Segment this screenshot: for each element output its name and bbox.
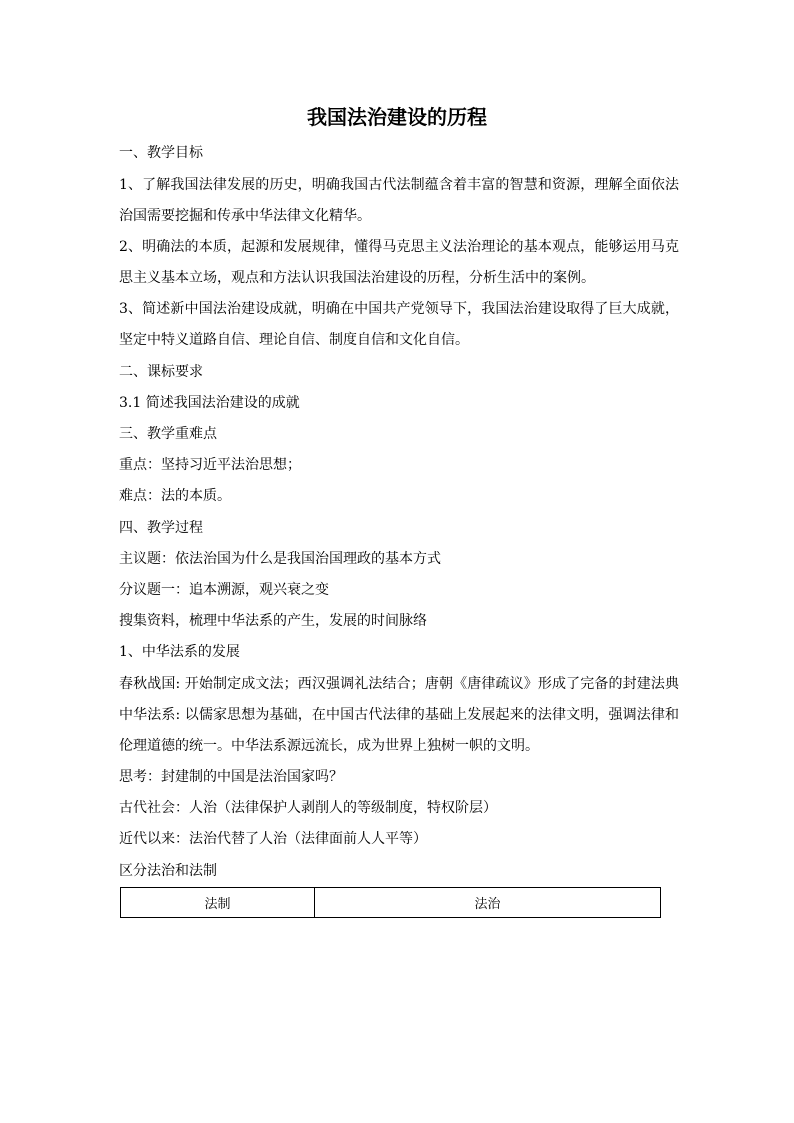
document-title: 我国法治建设的历程 — [307, 105, 487, 129]
objective-3-line-2: 坚定中特义道路自信、理论自信、制度自信和文化自信。 — [119, 332, 469, 348]
objective-2-line-1: 2、明确法的本质，起源和发展规律，懂得马克思主义法治理论的基本观点，能够运用马克 — [119, 239, 679, 255]
subsection-heading-development: 1、中华法系的发展 — [119, 644, 240, 660]
development-line-2: 中华法系: 以儒家思想为基础，在中国古代法律的基础上发展起来的法律文明，强调法律和 — [119, 707, 679, 723]
table-header-cell-fazhi-system: 法制 — [121, 888, 315, 918]
comparison-table — [120, 887, 661, 918]
objective-2-line-2: 思主义基本立场，观点和方法认识我国法治建设的历程，分析生活中的案例。 — [119, 270, 595, 286]
standard-item: 3.1 简述我国法治建设的成就 — [119, 395, 300, 411]
table-header-row — [121, 888, 661, 918]
development-line-3: 伦理道德的统一。中华法系源远流长，成为世界上独树一帜的文明。 — [119, 738, 539, 754]
ancient-society-line: 古代社会：人治（法律保护人剥削人的等级制度，特权阶层） — [119, 800, 497, 816]
sub-topic-1: 分议题一：追本溯源，观兴衰之变 — [119, 582, 329, 598]
table-header-cell-fazhi-rule: 法治 — [315, 888, 661, 918]
development-line-1: 春秋战国: 开始制定成文法；西汉强调礼法结合；唐朝《唐律疏议》形成了完备的封建法典 — [119, 676, 679, 692]
objective-1-line-1: 1、了解我国法律发展的历史，明确我国古代法制蕴含着丰富的智慧和资源，理解全面依法 — [119, 177, 679, 193]
section-heading-key-points: 三、教学重难点 — [119, 426, 217, 442]
difficult-point: 难点：法的本质。 — [119, 488, 231, 504]
main-topic: 主议题：依法治国为什么是我国治国理政的基本方式 — [119, 551, 441, 567]
objective-1-line-2: 治国需要挖掘和传承中华法律文化精华。 — [119, 208, 371, 224]
comparison-heading: 区分法治和法制 — [119, 863, 217, 879]
modern-era-line: 近代以来：法治代替了人治（法律面前人人平等） — [119, 831, 427, 847]
key-point: 重点：坚持习近平法治思想； — [119, 457, 301, 473]
activity-instruction: 搜集资料，梳理中华法系的产生，发展的时间脉络 — [119, 613, 427, 629]
section-heading-standards: 二、课标要求 — [119, 364, 203, 380]
section-heading-process: 四、教学过程 — [119, 520, 203, 536]
thinking-question: 思考：封建制的中国是法治国家吗？ — [119, 769, 343, 785]
section-heading-objectives: 一、教学目标 — [119, 145, 203, 161]
objective-3-line-1: 3、简述新中国法治建设成就，明确在中国共产党领导下，我国法治建设取得了巨大成就， — [119, 301, 679, 317]
